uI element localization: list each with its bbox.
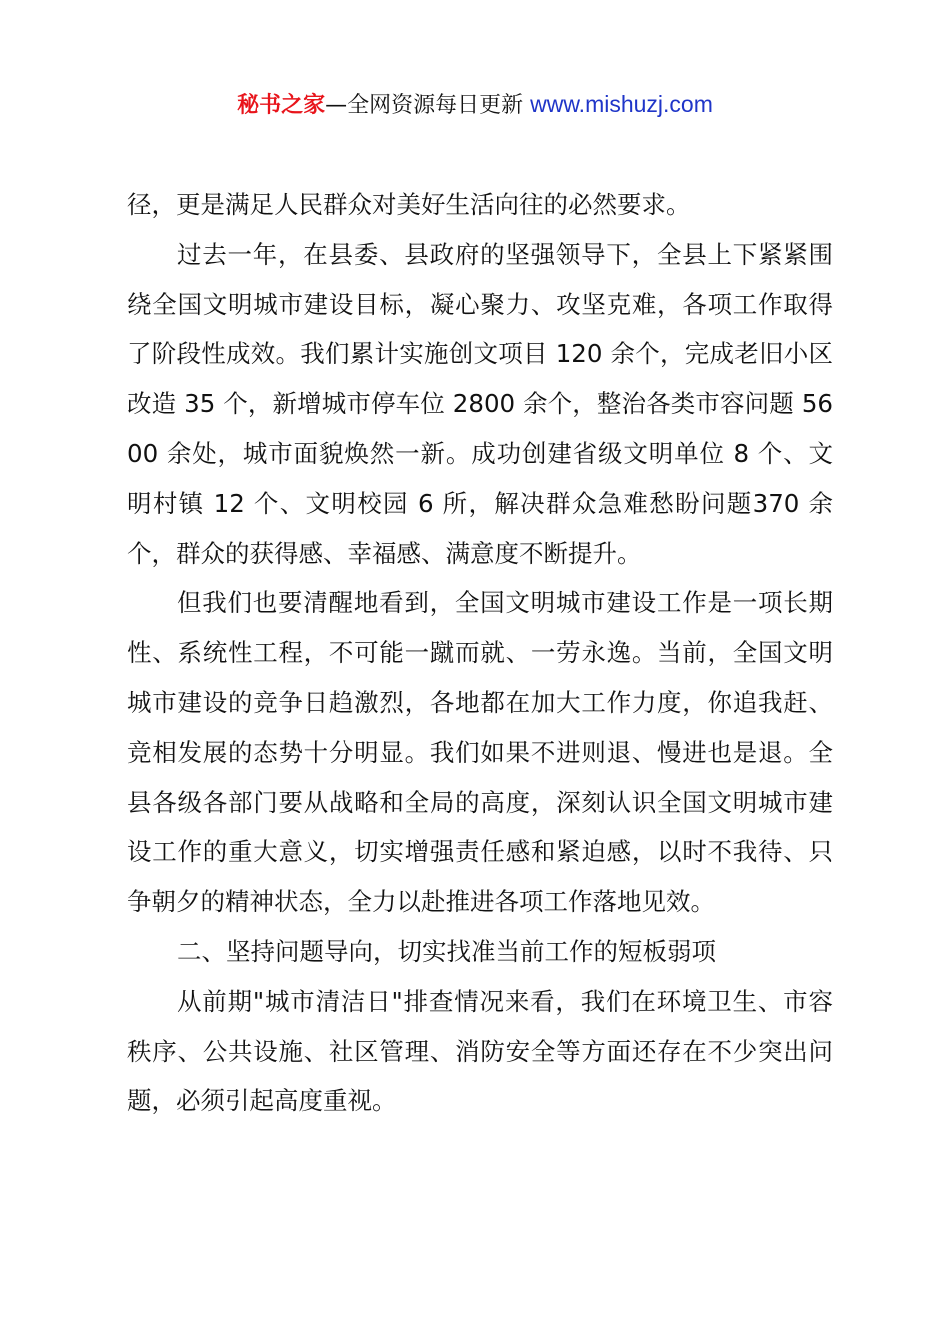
- site-url-link[interactable]: www.mishuzj.com: [530, 91, 713, 117]
- paragraph-problems: 从前期"城市清洁日"排查情况来看，我们在环境卫生、市容秩序、公共设施、社区管理、消防安全等方面还存在不少突出问题，必须引起高度重视。: [127, 986, 833, 1116]
- section-heading: 二、坚持问题导向，切实找准当前工作的短板弱项: [177, 936, 716, 966]
- site-header: [0, 88, 950, 122]
- paragraph-challenges: 但我们也要清醒地看到，全国文明城市建设工作是一项长期性、系统性工程，不可能一蹴而就、一劳永逸。当前，全国文明城市建设的竞争日趋激烈，各地都在加大工作力度，你追我赶、竞相发展的态势十分明显。我们如果不进则退、慢进也是退。全县各级各部门要从战略和全局的高度，深刻认识全国文明城市建设工作的重大意义，切实增强责任感和紧迫感，以时不我待、只争朝夕的精神状态，全力以赴推进各项工作落地见效。: [127, 588, 833, 917]
- document-body: [127, 180, 833, 1126]
- brand-name: 秘书之家: [237, 93, 326, 118]
- paragraph-continuation: 径，更是满足人民群众对美好生活向往的必然要求。: [127, 190, 691, 219]
- header-tagline: —全网资源每日更新: [325, 93, 531, 118]
- paragraph-achievements: 过去一年，在县委、县政府的坚强领导下，全县上下紧紧围绕全国文明城市建设目标，凝心聚力、攻坚克难，各项工作取得了阶段性成效。我们累计实施创文项目 120 余个，完成老旧小区改造 35 个，新增城市停车位 2800 余个，整治各类市容问题 5600 余处，城市面貌焕然一新。成功创建省级文明单位 8 个、文明村镇 12 个、文明校园 6 所，解决群众急难愁盼问题370 余个，群众的获得感、幸福感、满意度不断提升。: [127, 239, 833, 568]
